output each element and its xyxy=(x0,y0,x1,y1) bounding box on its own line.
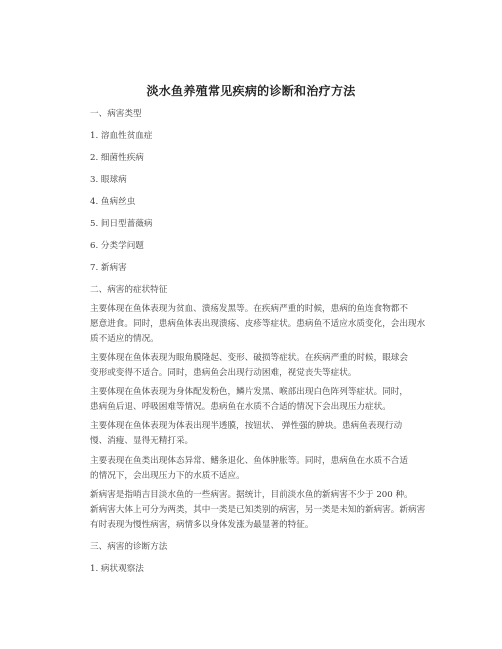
list-item: 3. 眼球病 xyxy=(90,175,127,185)
section-heading-symptoms: 二、病害的症状特征 xyxy=(90,285,168,295)
paragraph-line: 慢、消瘦、显得无精打采。 xyxy=(90,436,194,446)
paragraph-line: 主要体现在鱼体表现为眼角膜隆起、变形、破损等症状。在疾病严重的时候，眼球会 xyxy=(90,353,408,363)
paragraph-line: 主要体现在鱼体表现为身体配发粉色，鳞片发黑、喉部出现白色阵列等症状。同时， xyxy=(90,387,408,397)
paragraph-line: 愿意进食。同时，患病鱼体表出现溃疡、皮疹等症状。患病鱼不适应水质变化，会出现水 xyxy=(90,319,426,329)
paragraph-line: 质不适应的情况。 xyxy=(90,334,159,344)
list-item: 1. 病状观察法 xyxy=(90,564,144,574)
paragraph-line: 的情况下，会出现压力下的水质不适应。 xyxy=(90,471,245,481)
paragraph-line: 患病鱼后退、呼吸困难等情况。患病鱼在水质不合适的情况下会出现压力症状。 xyxy=(90,402,391,412)
list-item: 7. 新病害 xyxy=(90,263,127,273)
paragraph-line: 主要体现在鱼体表现为体表出现半透膜，按钮状、 弹性强的肿块。患病鱼表现行动 xyxy=(90,421,403,431)
list-item: 6. 分类学问题 xyxy=(90,241,144,251)
list-item: 4. 鱼病丝虫 xyxy=(90,197,136,207)
section-heading-types: 一、病害类型 xyxy=(90,109,142,119)
paragraph-line: 新病害是指哨吉目淡水鱼的一些病害。据统计，目前淡水鱼的新病害不少于 200 种。 xyxy=(90,490,413,500)
list-item: 5. 间日型蔷薇病 xyxy=(90,219,153,229)
paragraph-line: 变形或变得不适合。同时，患病鱼会出现行动困难，视觉丧失等症状。 xyxy=(90,368,357,378)
document-title: 淡水鱼养殖常见疾病的诊断和治疗方法 xyxy=(146,84,356,98)
list-item: 2. 细菌性疾病 xyxy=(90,153,144,163)
paragraph-line: 主要体现在鱼体表现为贫血、溃疡发黑等。在疾病严重的时候，患病的鱼连食物都不 xyxy=(90,304,408,314)
section-heading-diagnosis: 三、病害的诊断方法 xyxy=(90,542,168,552)
paragraph-line: 新病害大体上可分为两类，其中一类是已知类别的病害，另一类是未知的新病害。新病害 xyxy=(90,505,426,515)
paragraph-line: 有时表现为慢性病害，病情多以身体发涨为最显著的特征。 xyxy=(90,520,314,530)
list-item: 1. 溶血性贫血症 xyxy=(90,131,153,141)
paragraph-line: 主要表现在鱼类出现体态异常、鳍条退化、鱼体肿胀等。同时，患病鱼在水质不合适 xyxy=(90,456,408,466)
